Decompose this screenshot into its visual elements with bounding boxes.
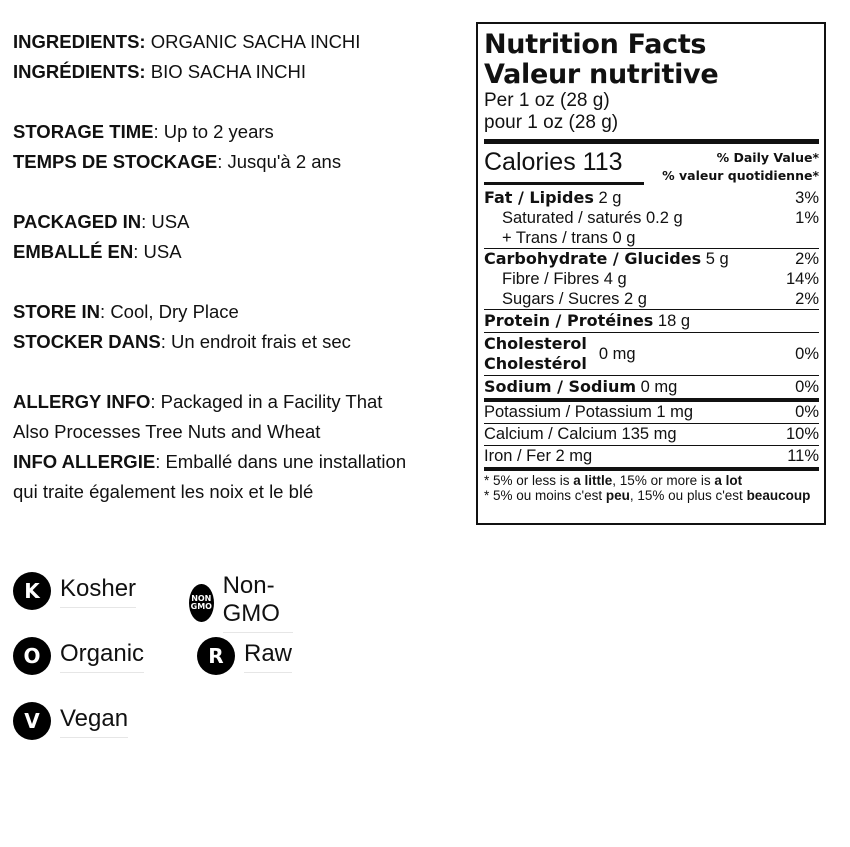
badge-kosher: K Kosher <box>13 572 136 610</box>
non-gmo-icon: NON GMO <box>189 584 214 622</box>
vegan-icon: V <box>13 702 51 740</box>
carbohydrate-row: Carbohydrate / Glucides 5 g 2% <box>484 249 819 268</box>
badge-non-gmo: NON GMO Non-GMO <box>189 572 293 633</box>
serving-size-en: Per 1 oz (28 g) <box>484 90 610 111</box>
packaged-in-en: PACKAGED IN: USA <box>13 211 190 232</box>
badge-organic: O Organic <box>13 637 144 675</box>
nutrition-facts-panel <box>476 22 826 525</box>
calories-row <box>484 144 819 188</box>
allergy-info-en-cont: Also Processes Tree Nuts and Wheat <box>13 421 321 442</box>
ingredients-en: INGREDIENTS: ORGANIC SACHA INCHI <box>13 31 361 52</box>
product-info <box>13 27 473 507</box>
allergy-info-fr: INFO ALLERGIE: Emballé dans une installation <box>13 451 407 472</box>
packaged-in-fr: EMBALLÉ EN: USA <box>13 241 182 262</box>
storage-time-en: STORAGE TIME: Up to 2 years <box>13 121 274 142</box>
cholesterol-row: Cholesterol Cholestérol 0 mg 0% <box>484 334 819 373</box>
footnote <box>484 471 819 503</box>
saturated-row: Saturated / saturés 0.2 g 1% <box>502 209 819 227</box>
badge-vegan: V Vegan <box>13 702 128 740</box>
storage-time-fr: TEMPS DE STOCKAGE: Jusqu'à 2 ans <box>13 151 342 172</box>
allergy-info-fr-cont: qui traite également les noix et le blé <box>13 481 314 502</box>
serving-size-fr: pour 1 oz (28 g) <box>484 112 619 133</box>
iron-row: Iron / Fer 2 mg 11% <box>484 447 819 465</box>
nutrition-title-en: Nutrition Facts <box>484 29 707 60</box>
badge-raw: R Raw <box>197 637 292 675</box>
allergy-info-en: ALLERGY INFO: Packaged in a Facility That <box>13 391 383 412</box>
fibre-row: Fibre / Fibres 4 g 14% <box>502 270 819 288</box>
store-in-en: STORE IN: Cool, Dry Place <box>13 301 239 322</box>
ingredients-fr: INGRÉDIENTS: BIO SACHA INCHI <box>13 61 306 82</box>
store-in-fr: STOCKER DANS: Un endroit frais et sec <box>13 331 351 352</box>
kosher-icon: K <box>13 572 51 610</box>
organic-icon: O <box>13 637 51 675</box>
raw-icon: R <box>197 637 235 675</box>
potassium-row: Potassium / Potassium 1 mg 0% <box>484 403 819 421</box>
calories: Calories 113 <box>484 148 623 176</box>
sodium-row: Sodium / Sodium 0 mg 0% <box>484 377 819 396</box>
calcium-row: Calcium / Calcium 135 mg 10% <box>484 425 819 443</box>
sugars-row: Sugars / Sucres 2 g 2% <box>502 290 819 308</box>
protein-row: Protein / Protéines 18 g <box>484 311 691 330</box>
daily-value-header: % Daily Value* % valeur quotidienne* <box>662 150 819 183</box>
fat-row: Fat / Lipides 2 g 3% <box>484 188 819 207</box>
footnote-fr: * 5% ou moins c'est peu, 15% ou plus c'est beaucoup <box>484 488 811 503</box>
nutrition-title-fr: Valeur nutritive <box>484 59 719 90</box>
footnote-en: * 5% or less is a little, 15% or more is a lot <box>484 473 743 488</box>
trans-row: + Trans / trans 0 g <box>502 229 636 247</box>
